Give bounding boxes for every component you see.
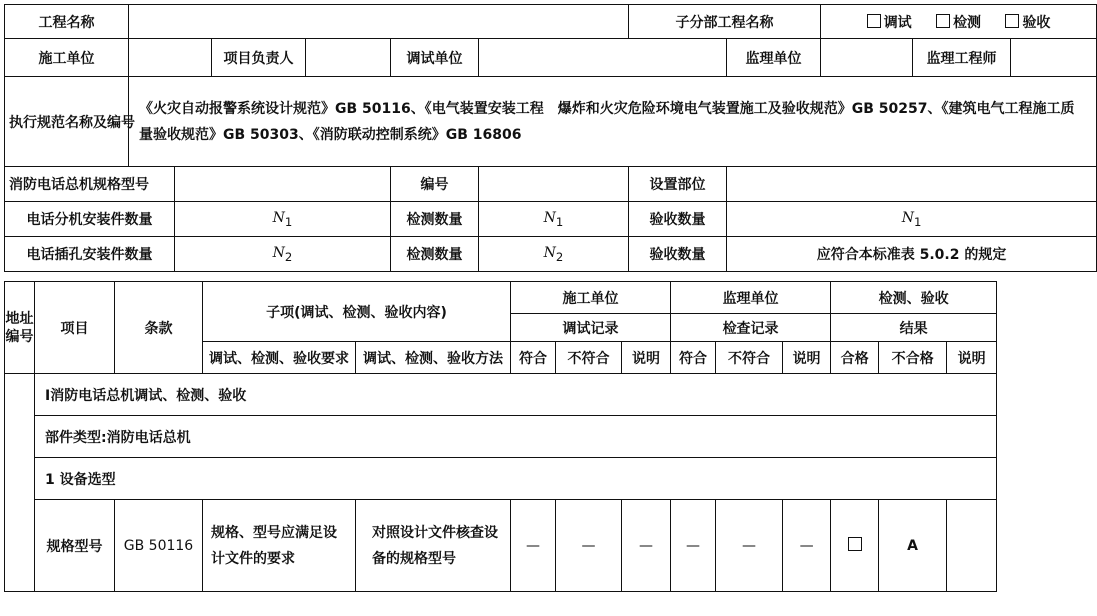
col-supervision-record-2: 检查记录: [671, 314, 831, 342]
row-method: 对照设计文件核查设备的规格型号: [356, 500, 511, 592]
extension-accept-value: $N_1$: [727, 202, 1097, 237]
extension-detect-value: $N_1$: [479, 202, 629, 237]
standards-label: 执行规范名称及编号: [5, 77, 129, 167]
col-address-code: 地址编号: [5, 282, 35, 374]
location-value[interactable]: [727, 167, 1097, 202]
col-construction-record-1: 施工单位: [511, 282, 671, 314]
jack-qty-label: 电话插孔安装件数量: [5, 237, 175, 272]
sup-conform-cell: —: [671, 500, 716, 592]
project-name-label: 工程名称: [5, 5, 129, 39]
check-type-options: [821, 5, 1097, 39]
row-clause: GB 50116: [115, 500, 203, 592]
col-method: 调试、检测、验收方法: [356, 342, 511, 374]
constr-nonconform-cell: —: [556, 500, 622, 592]
col-result-1: 检测、验收: [831, 282, 997, 314]
col-requirement: 调试、检测、验收要求: [203, 342, 356, 374]
constr-conform-cell: —: [511, 500, 556, 592]
subsection-title: 1 设备选型: [35, 458, 997, 500]
project-name-value[interactable]: [129, 5, 629, 39]
col-constr-conform: 符合: [511, 342, 556, 374]
col-sup-note: 说明: [783, 342, 831, 374]
col-subitem: 子项(调试、检测、验收内容): [203, 282, 511, 342]
sup-nonconform-cell: —: [716, 500, 783, 592]
col-sup-conform: 符合: [671, 342, 716, 374]
supervision-unit-label: 监理单位: [727, 39, 821, 77]
project-leader-label: 项目负责人: [212, 39, 306, 77]
col-qualified: 合格: [831, 342, 879, 374]
jack-detect-value: $N_2$: [479, 237, 629, 272]
grade-cell: A: [879, 500, 947, 592]
sup-note-cell: —: [783, 500, 831, 592]
constr-note-cell: —: [622, 500, 671, 592]
project-leader-value[interactable]: [306, 39, 391, 77]
number-label: 编号: [391, 167, 479, 202]
col-result-note: 说明: [947, 342, 997, 374]
extension-accept-label: 验收数量: [629, 202, 727, 237]
number-value[interactable]: [479, 167, 629, 202]
col-constr-nonconform: 不符合: [556, 342, 622, 374]
jack-qty-value: $N_2$: [175, 237, 391, 272]
section-title: Ⅰ消防电话总机调试、检测、验收: [35, 374, 997, 416]
qualified-cell: [831, 500, 879, 592]
col-unqualified: 不合格: [879, 342, 947, 374]
form-header-table: [4, 4, 1097, 272]
address-code-cell[interactable]: [5, 374, 35, 592]
debug-unit-label: 调试单位: [391, 39, 479, 77]
jack-accept-value: 应符合本标准表 5.0.2 的规定: [727, 237, 1097, 272]
construction-unit-value[interactable]: [129, 39, 212, 77]
supervision-engineer-value[interactable]: [1011, 39, 1097, 77]
checkbox-yanshou[interactable]: 验收: [1005, 15, 1050, 31]
col-item: 项目: [35, 282, 115, 374]
col-result-2: 结果: [831, 314, 997, 342]
jack-detect-label: 检测数量: [391, 237, 479, 272]
extension-qty-label: 电话分机安装件数量: [5, 202, 175, 237]
standards-text: 《火灾自动报警系统设计规范》GB 50116、《电气装置安装工程 爆炸和火灾危险环境电气装置施工及验收规范》GB 50257、《建筑电气工程施工质量验收规范》GB 50303、《消防联动控制系统》GB 16806: [129, 77, 1097, 167]
supervision-engineer-label: 监理工程师: [913, 39, 1011, 77]
checkbox-jiance[interactable]: 检测: [936, 15, 981, 31]
host-model-value[interactable]: [175, 167, 391, 202]
location-label: 设置部位: [629, 167, 727, 202]
extension-detect-label: 检测数量: [391, 202, 479, 237]
construction-unit-label: 施工单位: [5, 39, 129, 77]
col-construction-record-2: 调试记录: [511, 314, 671, 342]
col-sup-nonconform: 不符合: [716, 342, 783, 374]
jack-accept-label: 验收数量: [629, 237, 727, 272]
component-type: 部件类型:消防电话总机: [35, 416, 997, 458]
supervision-unit-value[interactable]: [821, 39, 913, 77]
inspection-detail-table: [4, 281, 997, 592]
result-note-cell[interactable]: [947, 500, 997, 592]
col-clause: 条款: [115, 282, 203, 374]
col-supervision-record-1: 监理单位: [671, 282, 831, 314]
debug-unit-value[interactable]: [479, 39, 727, 77]
qualified-checkbox[interactable]: [848, 537, 862, 551]
host-model-label: 消防电话总机规格型号: [5, 167, 175, 202]
col-constr-note: 说明: [622, 342, 671, 374]
row-requirement: 规格、型号应满足设计文件的要求: [203, 500, 356, 592]
checkbox-tiaoshi[interactable]: 调试: [867, 15, 912, 31]
row-item: 规格型号: [35, 500, 115, 592]
sub-project-label: 子分部工程名称: [629, 5, 821, 39]
extension-qty-value: $N_1$: [175, 202, 391, 237]
